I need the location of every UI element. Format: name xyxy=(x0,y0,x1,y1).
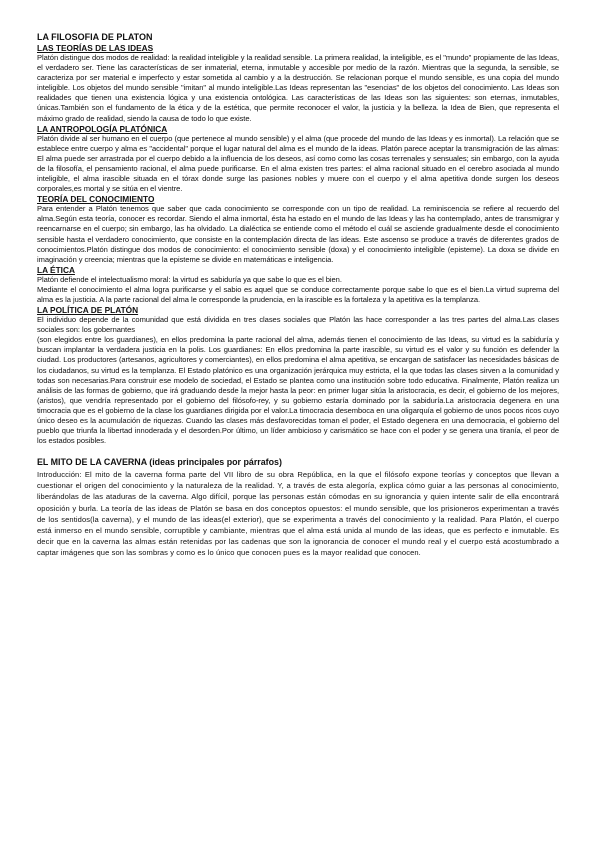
paragraph-politica-1: El individuo depende de la comunidad que está dividida en tres clases sociales que Platón las hace corresponder a las tres partes del alma.Las clases sociales son: los gobernantes xyxy=(37,315,559,335)
paragraph-antropologia: Platón divide al ser humano en el cuerpo (que pertenece al mundo sensible) y el alma (que procede del mundo de las Ideas y es inmortal). La relación que se establece entre cuerpo y alma es "accidental" porque el lugar natural del alma es el mundo de la ideas. Platón parece aceptar la transmigración de las almas: El alma puede ser arrastrada por el cuerpo debido a la influencia de los deseos, así como como las cosas terrenales y sensuales; sin embargo, con la ayuda de la filosofía, el pensamiento racional, el alma puede purificarse. En el alma existen tres partes: el alma racional situado en el cerebro asociada al mundo inteligible, el alma irascible situada en el tórax donde surge las pasiones nobles y muere con el cuerpo y el alma apetitiva donde surgen los deseos corporales,es mortal y se sitúa en el vientre. xyxy=(37,133,559,194)
section-ideas xyxy=(37,43,559,124)
section-caverna xyxy=(37,457,559,558)
section-heading-ideas: LAS TEORÍAS DE LAS IDEAS xyxy=(37,43,154,53)
paragraph-ideas: Platón distingue dos modos de realidad: la realidad inteligible y la realidad sensible. La primera realidad, la inteligible, es el "mundo" propiamente de las Ideas, el verdadero ser. Tiene las características de ser inmaterial, eterna, inmutable y accesible por medio de la razón. Mientras que la segunda, la sensible, se caracteriza por ser material e imperfecto y estar sometida al cambio y a la destrucción. Se relacionan porque el mundo sensible, es una copia del mundo inteligible. Los objetos del mundo sensible "imitan" al mundo inteligible.Las Ideas representan las "esencias" de los objetos del conocimiento. Las Ideas son realidades que tienen una existencia lógica y una existencia ontológica. Las características de las Ideas son las siguientes: son eternas, inmutables, únicas.También son el fundamento de la ética y de la estética, que permite reconocer el valor, la justicia y la belleza. la Idea de Bien, que representa el máximo grado de realidad, siendo la causa de todo lo que existe. xyxy=(37,53,559,123)
section-heading-politica: LA POLÍTICA DE PLATÓN xyxy=(37,305,139,316)
section-heading-conocimiento: TEORÍA DEL CONOCIMIENTO xyxy=(37,194,155,205)
section-heading-caverna: EL MITO DE LA CAVERNA (ideas principales por párrafos) xyxy=(37,457,282,468)
section-conocimiento xyxy=(37,194,559,265)
section-heading-etica: LA ÉTICA xyxy=(37,264,75,275)
section-etica xyxy=(37,265,559,305)
paragraph-conocimiento: Para entender a Platón tenemos que saber que cada conocimiento se corresponde con un tipo de realidad. La reminiscencia se refiere al recuerdo del alma.Según esta teoría, conocer es recordar. Siendo el alma inmortal, ésta ha estado en el mundo de las Ideas y las ha contemplado, antes de transmigrar y reencarnarse en el cuerpo; sin embargo, las ha olvidado. La dialéctica se entiende como el método el cuál se asciende gradualmente desde el conocimiento sensible hasta el verdadero conocimiento, que consiste en la contemplación directa de las ideas. Este ascenso se produce a través de diferentes grados de conocimientos.Platón distingue dos modos de conocimiento: el conocimiento sensible (doxa) y el conocimiento inteligible (episteme). La doxa se divide en imaginación y creencia; mientras que la episteme se divide en matemáticas e inteligencia. xyxy=(37,204,559,264)
section-heading-antropologia: LA ANTROPOLOGÍA PLATÓNICA xyxy=(37,123,168,134)
section-antropologia xyxy=(37,124,559,195)
paragraph-etica-2: Mediante el conocimiento el alma logra purificarse y el sabio es aquel que se conduce correctamente porque sabe lo que es el bien.La virtud suprema del alma es la justicia. A la parte racional del alma le corresponde la prudencia, en la irascible es la fortaleza y la apetitiva es la templanza. xyxy=(37,284,559,304)
paragraph-politica-2: (son elegidos entre los guardianes), en ellos predomina la parte racional del alma, además tienen el conocimiento de las Ideas, su virtud es la sabiduría y buscan implantar la verdadera justicia en la polis. Los guardianes: En ellos predomina la parte irascible, su virtud es el valor y su función es defender la ciudad. Los productores (artesanos, agricultores y comerciantes), en ellos predomina el alma apetitiva, se encargan de satisfacer las necesidades básicas de los ciudadanos, su virtud es la templanza. El Estado platónico es una organización jerárquica muy estricta, el la que todas las clases sirven a la comunidad y todas son necesarias.Para construir ese modelo de sociedad, el Estado se plantea como una institución sobre todo educativa. Finalmente, Platón realiza un análisis de las formas de gobierno, que irá graduando desde la mejor hasta la peor: en primer lugar sitúa la aristocracia, es decir, el gobierno de los mejores, (aristos), que vendría representado por el gobierno del filósofo-rey, y su gobierno estaría dominado por la sabiduría.La aristocracia degenera en una timocracia que es el gobierno de la clase los guardianes dirigida por el valor.La timocracia desemboca en una oligarquía el gobierno de unos pocos ricos cuyo único deseo es la acumulación de riquezas. Cuando las clases más desfavorecidas toman el poder, el Estado degenera en una democracia, el gobierno del pueblo que triunfa la libertad innoderada y el desorden.Por último, un líder ambicioso y carismático se hace con el poder y se genera una tiranía, el peor de los estados posibles. xyxy=(37,335,559,446)
document-title: LA FILOSOFIA DE PLATON xyxy=(37,32,153,42)
document-page xyxy=(37,32,559,558)
section-politica xyxy=(37,305,559,446)
paragraph-caverna: Introducción: El mito de la caverna forma parte del VII libro de su obra República, en la que el filósofo expone teorías y conceptos que llevan a cuestionar el origen del conocimiento y la naturaleza de la realidad. Y, a través de esta alegoría, explica cómo guiar a las personas al conocimiento, liberándolas de las ataduras de la caverna. Algo difícil, porque las personas están cómodas en su ignorancia y quien intente salir de ella encontrará oposición y burla. La teoría de las ideas de Platón se basa en dos conceptos opuestos: el mundo sensible, que los prisioneros experimentan a través de los sentidos(la caverna), y el mundo de las ideas(el exterior), que se experimenta a través del conocimiento y la realidad. Para Platón, el cuerpo está inmerso en el mundo sensible, corruptible y cambiante, mientras que el alma está unida al mundo de las ideas, que es perfecto e inmutable. Es decir que en la caverna las almas están retenidas por las cadenas que son la ignorancia de conocer el mundo real y el cuerpo está acostumbrado a captar imágenes que son las sombras y como es lo único que conocen pues es la mayor realidad que conocen. xyxy=(37,470,559,557)
paragraph-etica-1: Platón defiende el intelectualismo moral: la virtud es sabiduría ya que sabe lo que es el bien. xyxy=(37,274,342,284)
